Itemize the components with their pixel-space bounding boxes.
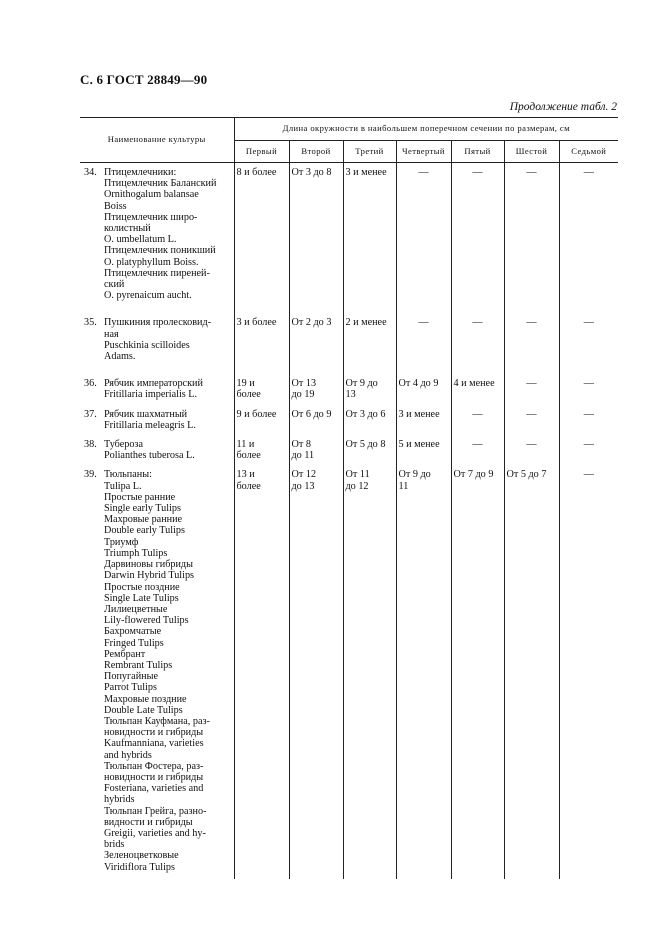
table-row xyxy=(80,362,618,400)
size-value: — xyxy=(526,317,537,329)
culture-name-cell xyxy=(80,301,234,362)
culture-name-line: Пушкиния пролесковид- xyxy=(104,317,212,329)
culture-name-line: Single early Tulips xyxy=(104,503,181,515)
row-number: 38. xyxy=(84,439,97,451)
culture-name-line: Fritillaria imperialis L. xyxy=(104,389,198,401)
size-value-cell xyxy=(234,301,289,362)
culture-name-line: Птицемлечник пиреней- xyxy=(104,267,210,279)
size-value-cell xyxy=(234,163,289,302)
size-value: — xyxy=(472,317,483,329)
culture-name-line: Рябчик императорский xyxy=(104,378,203,390)
size-value: От 9 до xyxy=(345,378,378,390)
size-value: — xyxy=(583,408,594,420)
row-number: 34. xyxy=(84,167,97,178)
culture-name-line: O. umbellatum L. xyxy=(104,234,177,246)
size-group-header: Длина окружности в наибольшем поперечном сечении по размерам, см xyxy=(234,118,618,141)
size-value: 13 xyxy=(345,389,356,401)
culture-name-line: Простые ранние xyxy=(104,491,176,503)
col-header-4: Четвертый xyxy=(396,141,451,163)
culture-name-line: Kaufmanniana, varieties xyxy=(104,738,204,750)
culture-name-cell xyxy=(80,163,234,302)
size-value-cell xyxy=(396,461,451,872)
size-value-cell xyxy=(504,401,559,431)
culture-name-line: Triumph Tulips xyxy=(104,547,168,559)
size-value: — xyxy=(583,469,594,481)
culture-name-line: Fringed Tulips xyxy=(104,637,164,649)
size-value-cell xyxy=(343,362,396,400)
size-value-cell xyxy=(289,163,343,302)
culture-name-line: ная xyxy=(104,328,119,340)
table-row xyxy=(80,163,618,302)
size-value-cell xyxy=(234,401,289,431)
table-continuation-label: Продолжение табл. 2 xyxy=(509,101,617,113)
culture-name-line: Lily-flowered Tulips xyxy=(104,615,189,627)
size-value: — xyxy=(472,408,483,420)
size-value-cell xyxy=(343,461,396,872)
size-value-cell xyxy=(451,301,504,362)
culture-name-line: Polianthes tuberosa L. xyxy=(104,450,195,462)
size-value-cell xyxy=(396,362,451,400)
table-row xyxy=(80,431,618,461)
culture-name-line: Птицемлечник поникший xyxy=(104,245,216,257)
size-value: 3 и более xyxy=(236,317,277,329)
culture-name-line: Ornithogalum balansae xyxy=(104,189,199,201)
size-value: 13 и xyxy=(236,469,255,481)
culture-name-line: Тубероза xyxy=(104,439,143,451)
size-value: От 11 xyxy=(345,469,370,481)
size-value: 3 и менее xyxy=(398,408,440,420)
culture-name-line: Viridiflora Tulips xyxy=(104,861,175,873)
culture-name-line: Fosteriana, varieties and xyxy=(104,783,204,795)
size-value: до 11 xyxy=(291,450,315,462)
culture-name-line: Double Late Tulips xyxy=(104,704,183,716)
size-value: От 3 до 6 xyxy=(345,408,386,420)
culture-name-line: новидности и гибриды xyxy=(104,727,204,739)
culture-name-line: Тюльпан Фостера, раз- xyxy=(104,760,204,772)
size-value-cell xyxy=(234,431,289,461)
culture-name-line: O. platyphyllum Boiss. xyxy=(104,256,199,268)
culture-name-line: Зеленоцветковые xyxy=(104,850,179,862)
size-value-cell xyxy=(396,431,451,461)
size-value: — xyxy=(526,439,537,451)
size-value-cell xyxy=(451,163,504,302)
row-number: 39. xyxy=(84,469,97,481)
culture-name-line: Бахромчатые xyxy=(104,626,162,638)
size-value: более xyxy=(236,389,261,401)
size-value: 2 и менее xyxy=(345,317,387,329)
culture-name-cell xyxy=(80,431,234,461)
size-value-cell xyxy=(451,461,504,872)
size-value: От 6 до 9 xyxy=(291,408,332,420)
table-bottom-spacer xyxy=(80,873,618,879)
culture-name-line: колистный xyxy=(104,223,151,235)
size-value: 11 и xyxy=(236,439,255,451)
size-value-cell xyxy=(504,431,559,461)
size-value-cell xyxy=(559,401,618,431)
culture-name-line: Tulipa L. xyxy=(104,480,142,492)
size-value: От 8 xyxy=(291,439,311,451)
row-number: 35. xyxy=(84,317,97,329)
culture-name-line: Птицемлечник широ- xyxy=(104,211,198,223)
culture-name-line: Рябчик шахматный xyxy=(104,408,188,420)
culture-name-line: O. pyrenaicum aucht. xyxy=(104,290,192,302)
size-value: — xyxy=(526,378,537,390)
culture-name-line: Puschkinia scilloides xyxy=(104,339,190,351)
culture-name-line: Greigii, varieties and hy- xyxy=(104,827,206,839)
size-value-cell xyxy=(234,461,289,872)
size-value-cell xyxy=(343,401,396,431)
size-value-cell xyxy=(559,362,618,400)
size-value-cell xyxy=(504,461,559,872)
size-value: — xyxy=(472,439,483,451)
culture-name-line: Махровые поздние xyxy=(104,693,187,705)
size-value: От 9 до xyxy=(398,469,431,481)
size-value-cell xyxy=(559,301,618,362)
size-value-cell xyxy=(343,163,396,302)
culture-name-line: Single Late Tulips xyxy=(104,592,179,604)
size-value-cell xyxy=(234,362,289,400)
size-value-cell xyxy=(396,163,451,302)
size-value: От 4 до 9 xyxy=(398,378,439,390)
size-value: 9 и более xyxy=(236,408,277,420)
size-value-cell xyxy=(396,401,451,431)
culture-name-line: Триумф xyxy=(104,536,139,548)
row-number: 36. xyxy=(84,378,97,390)
size-value-cell xyxy=(396,301,451,362)
size-value-cell xyxy=(559,431,618,461)
culture-name-line: and hybrids xyxy=(104,749,152,761)
size-value: От 5 до 7 xyxy=(506,469,547,481)
culture-name-line: Darwin Hybrid Tulips xyxy=(104,570,195,582)
size-value: — xyxy=(526,408,537,420)
size-value-cell xyxy=(559,461,618,872)
size-value: 11 xyxy=(398,480,409,492)
size-value-cell xyxy=(289,301,343,362)
size-value: 8 и более xyxy=(236,167,277,178)
size-value-cell xyxy=(289,431,343,461)
size-value-cell xyxy=(451,401,504,431)
size-value: — xyxy=(472,167,483,178)
size-value-cell xyxy=(343,301,396,362)
size-value: — xyxy=(526,167,537,178)
col-header-3: Третий xyxy=(343,141,396,163)
culture-name-line: ский xyxy=(104,279,125,291)
size-value: От 7 до 9 xyxy=(453,469,494,481)
size-value: — xyxy=(418,167,429,178)
size-value: более xyxy=(236,450,261,462)
table-row xyxy=(80,401,618,431)
size-value-cell xyxy=(343,431,396,461)
bulb-size-table xyxy=(80,117,618,879)
size-value: От 2 до 3 xyxy=(291,317,332,329)
size-value-cell xyxy=(559,163,618,302)
table-body xyxy=(80,163,618,879)
culture-name-line: новидности и гибриды xyxy=(104,771,204,783)
culture-name-line: Rembrant Tulips xyxy=(104,659,173,671)
culture-name-line: видности и гибриды xyxy=(104,816,193,828)
page-header: С. 6 ГОСТ 28849—90 xyxy=(80,72,208,87)
size-value: до 13 xyxy=(291,480,315,492)
table-row xyxy=(80,461,618,872)
size-value-cell xyxy=(451,362,504,400)
col-header-1: Первый xyxy=(234,141,289,163)
size-value: — xyxy=(583,167,594,178)
size-value-cell xyxy=(504,163,559,302)
culture-name-line: Adams. xyxy=(104,351,136,363)
col-header-2: Второй xyxy=(289,141,343,163)
size-value: до 19 xyxy=(291,389,315,401)
culture-name-line: Double early Tulips xyxy=(104,525,185,537)
col-header-5: Пятый xyxy=(451,141,504,163)
size-value-cell xyxy=(289,401,343,431)
culture-name-line: Птицемлечник Баланский xyxy=(104,178,217,190)
size-value: 19 и xyxy=(236,378,255,390)
row-number: 37. xyxy=(84,408,97,420)
size-value: — xyxy=(583,439,594,451)
size-value-cell xyxy=(289,362,343,400)
size-value: От 5 до 8 xyxy=(345,439,386,451)
culture-name-line: brids xyxy=(104,839,125,851)
size-value: более xyxy=(236,480,261,492)
culture-name-line: Лилиецветные xyxy=(104,603,168,615)
culture-name-line: Тюльпан Грейга, разно- xyxy=(104,805,207,817)
culture-name-line: hybrids xyxy=(104,794,135,806)
size-value-cell xyxy=(451,431,504,461)
size-value: — xyxy=(418,317,429,329)
table-row xyxy=(80,301,618,362)
size-value: 3 и менее xyxy=(345,167,387,178)
culture-name-line: Попугайные xyxy=(104,671,158,683)
size-value: От 13 xyxy=(291,378,317,390)
size-value: 4 и менее xyxy=(453,378,495,390)
col-header-6: Шестой xyxy=(504,141,559,163)
culture-name-line: Тюльпаны: xyxy=(104,469,152,481)
size-value: 5 и менее xyxy=(398,439,440,451)
size-value-cell xyxy=(504,301,559,362)
culture-name-cell xyxy=(80,461,234,872)
size-value: — xyxy=(583,317,594,329)
size-value-cell xyxy=(289,461,343,872)
culture-name-cell xyxy=(80,362,234,400)
culture-name-line: Рембрант xyxy=(104,648,146,660)
culture-name-line: Птицемлечники: xyxy=(104,167,177,178)
culture-name-line: Махровые ранние xyxy=(104,514,183,526)
col-header-7: Седьмой xyxy=(559,141,618,163)
culture-name-line: Дарвиновы гибриды xyxy=(104,559,193,571)
size-value-cell xyxy=(504,362,559,400)
size-value: От 12 xyxy=(291,469,317,481)
culture-name-line: Простые поздние xyxy=(104,581,180,593)
culture-name-cell xyxy=(80,401,234,431)
culture-name-line: Тюльпан Кауфмана, раз- xyxy=(104,715,210,727)
culture-name-line: Fritillaria meleagris L. xyxy=(104,419,196,431)
size-value: — xyxy=(583,378,594,390)
culture-name-line: Boiss xyxy=(104,200,127,212)
size-value: От 3 до 8 xyxy=(291,167,332,178)
culture-name-line: Parrot Tulips xyxy=(104,682,157,694)
size-value: до 12 xyxy=(345,480,369,492)
name-column-header: Наименование культуры xyxy=(80,118,234,163)
